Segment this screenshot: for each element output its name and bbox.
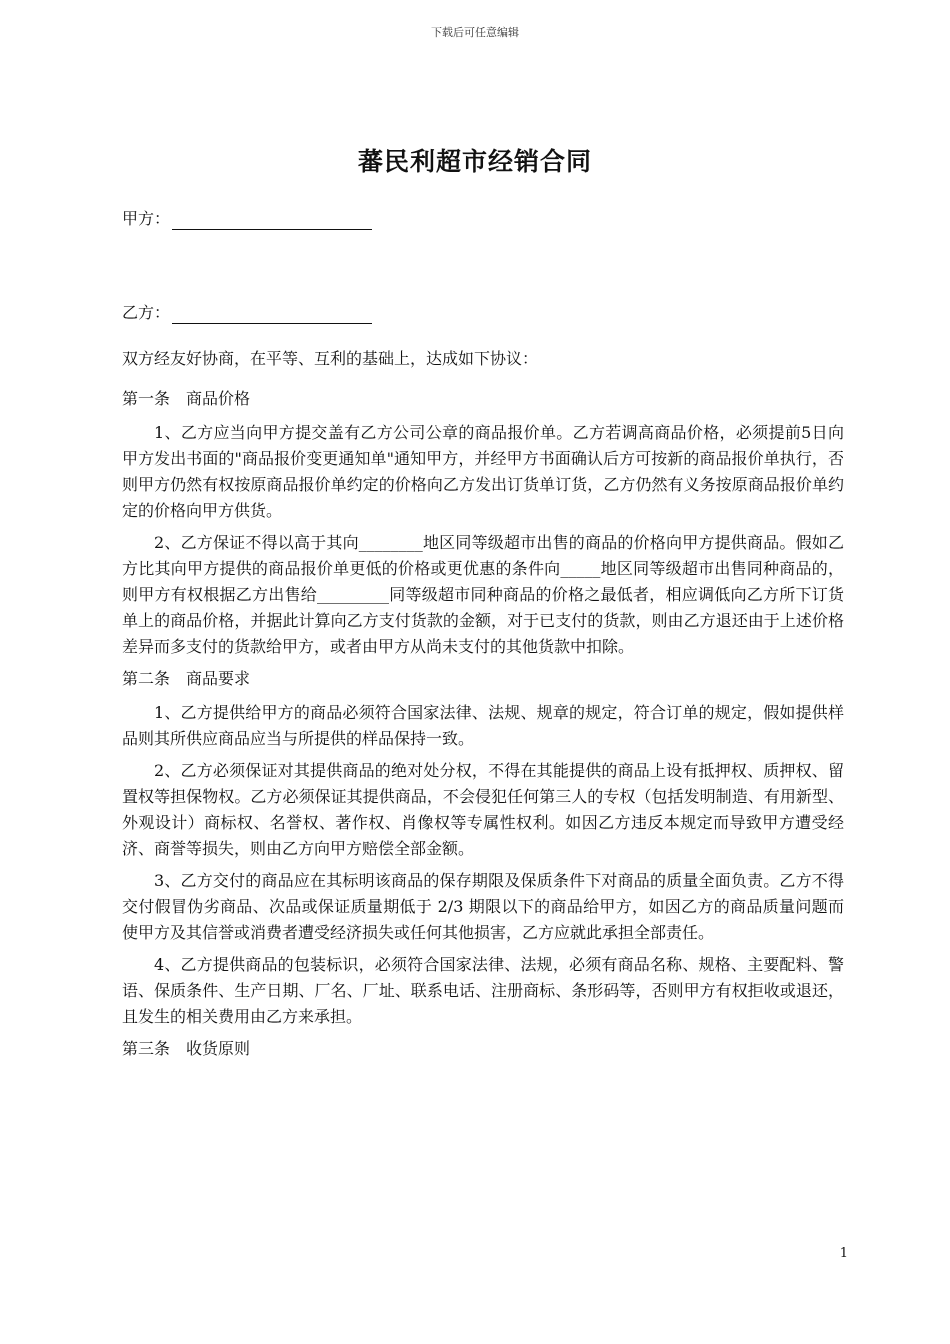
- party-a-line: [122, 208, 372, 230]
- contract-body: [122, 346, 844, 1070]
- article-2-heading: 第二条 商品要求: [122, 669, 251, 688]
- party-a-label: 甲方：: [122, 209, 171, 228]
- article-2-clause-4: 4、乙方提供商品的包装标识，必须符合国家法律、法规，必须有商品名称、规格、主要配料、警语、保质条件、生产日期、厂名、厂址、联系电话、注册商标、条形码等，否则甲方有权拒收或退还，且发生的相关费用由乙方来承担。: [122, 955, 844, 1026]
- party-a-blank: [172, 213, 372, 230]
- header-note: 下载后可任意编辑: [431, 26, 519, 39]
- article-1-heading: 第一条 商品价格: [122, 389, 251, 408]
- article-2-clause-1: 1、乙方提供给甲方的商品必须符合国家法律、法规、规章的规定，符合订单的规定，假如提供样品则其所供应商品应当与所提供的样品保持一致。: [122, 703, 844, 748]
- article-2-clause-2: 2、乙方必须保证对其提供商品的绝对处分权，不得在其能提供的商品上设有抵押权、质押权、留置权等担保物权。乙方必须保证其提供商品，不会侵犯任何第三人的专权（包括发明制造、有用新型、外观设计）商标权、名誉权、著作权、肖像权等专属性权利。如因乙方违反本规定而导致甲方遭受经济、商誉等损失，则由乙方向甲方赔偿全部金额。: [122, 761, 844, 858]
- article-3-heading: 第三条 收货原则: [122, 1039, 251, 1058]
- article-1-clause-2: 2、乙方保证不得以高于其向________地区同等级超市出售的商品的价格向甲方提供商品。假如乙方比其向甲方提供的商品报价单更低的价格或更优惠的条件向_____地区同等级超市出售同种商品的，则甲方有权根据乙方出售给_________同等级超市同种商品的价格之最低者，相应调低向乙方所下订货单上的商品价格，并据此计算向乙方支付货款的金额，对于已支付的货款，则由乙方退还由于上述价格差异而多支付的货款给甲方，或者由甲方从尚未支付的其他货款中扣除。: [122, 533, 844, 656]
- page-number: 1: [839, 1246, 848, 1261]
- article-2-clause-3: 3、乙方交付的商品应在其标明该商品的保存期限及保质条件下对商品的质量全面负责。乙方不得交付假冒伪劣商品、次品或保证质量期低于 2/3 期限以下的商品给甲方，如因乙方的商品质量问题而使甲方及其信誉或消费者遭受经济损失或任何其他损害，乙方应就此承担全部责任。: [122, 871, 844, 942]
- contract-title: 蕃民利超市经销合同: [357, 147, 592, 176]
- party-b-line: [122, 302, 372, 324]
- party-b-blank: [172, 307, 372, 324]
- party-b-label: 乙方：: [122, 303, 171, 322]
- intro-paragraph: 双方经友好协商，在平等、互利的基础上，达成如下协议：: [122, 349, 539, 368]
- article-1-clause-1: 1、乙方应当向甲方提交盖有乙方公司公章的商品报价单。乙方若调高商品价格，必须提前5日向甲方发出书面的"商品报价变更通知单"通知甲方，并经甲方书面确认后方可按新的商品报价单执行，否则甲方仍然有权按原商品报价单约定的价格向乙方发出订货单订货，乙方仍然有义务按原商品报价单约定的价格向甲方供货。: [122, 423, 844, 520]
